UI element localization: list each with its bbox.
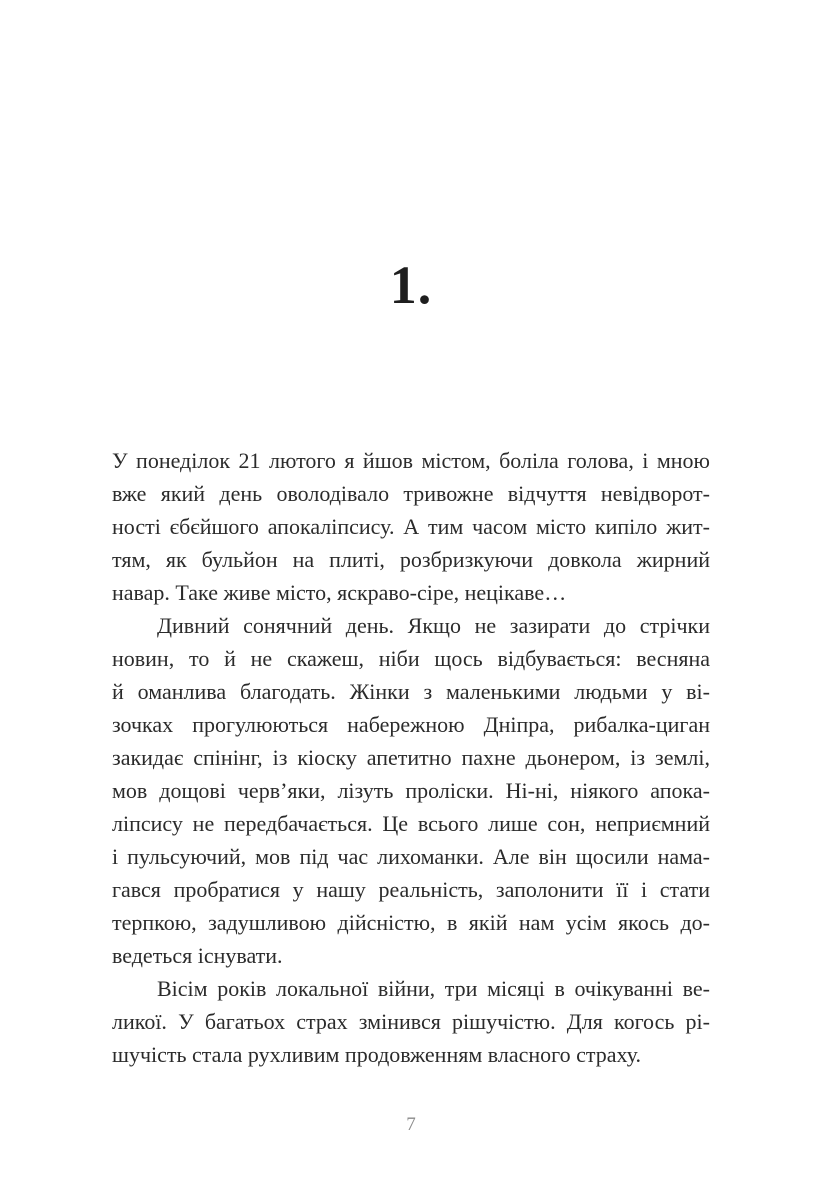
text-line: терпкою, задушливою дійсністю, в якій нам усім якось до- [112, 910, 710, 935]
text-line: вже який день оволодівало тривожне відчуття невідворот- [112, 481, 710, 506]
text-line: мов дощові черв’яки, лізуть проліски. Ні-ні, ніякого апока- [112, 778, 710, 803]
text-line: ликої. У багатьох страх змінився рішучістю. Для когось рі- [112, 1009, 710, 1034]
text-line: ведеться існувати. [112, 943, 283, 968]
text-line: тям, як бульйон на плиті, розбризкуючи довкола жирний [112, 547, 710, 572]
text-line: навар. Таке живе місто, яскраво-сіре, нецікаве… [112, 580, 567, 605]
text-line: У понеділок 21 лютого я йшов містом, боліла голова, і мною [112, 448, 710, 473]
text-line: ліпсису не передбачається. Це всього лише сон, неприємний [112, 811, 710, 836]
text-line: й оманлива благодать. Жінки з маленькими людьми у ві- [112, 679, 710, 704]
text-line: шучість стала рухливим продовженням власного страху. [112, 1042, 641, 1067]
text-line: гався пробратися у нашу реальність, заполонити її і стати [112, 877, 710, 902]
text-line: ності єбєйшого апокаліпсису. А тим часом місто кипіло жит- [112, 514, 710, 539]
paragraph [112, 972, 710, 1071]
text-line: новин, то й не скажеш, ніби щось відбувається: весняна [112, 646, 710, 671]
text-line: і пульсуючий, мов під час лихоманки. Але він щосили нама- [112, 844, 710, 869]
body-text [112, 444, 710, 1071]
text-line: зочках прогулюються набережною Дніпра, рибалка-циган [112, 712, 710, 737]
text-line: Дивний сонячний день. Якщо не зазирати до стрічки [157, 613, 710, 638]
page-number: 7 [406, 1114, 416, 1135]
text-line: Вісім років локальної війни, три місяці в очікуванні ве- [157, 976, 710, 1001]
paragraph [112, 444, 710, 609]
chapter-number: 1. [389, 255, 433, 315]
paragraph [112, 609, 710, 972]
text-line: закидає спінінг, із кіоску апетитно пахне дьонером, із землі, [112, 745, 710, 770]
